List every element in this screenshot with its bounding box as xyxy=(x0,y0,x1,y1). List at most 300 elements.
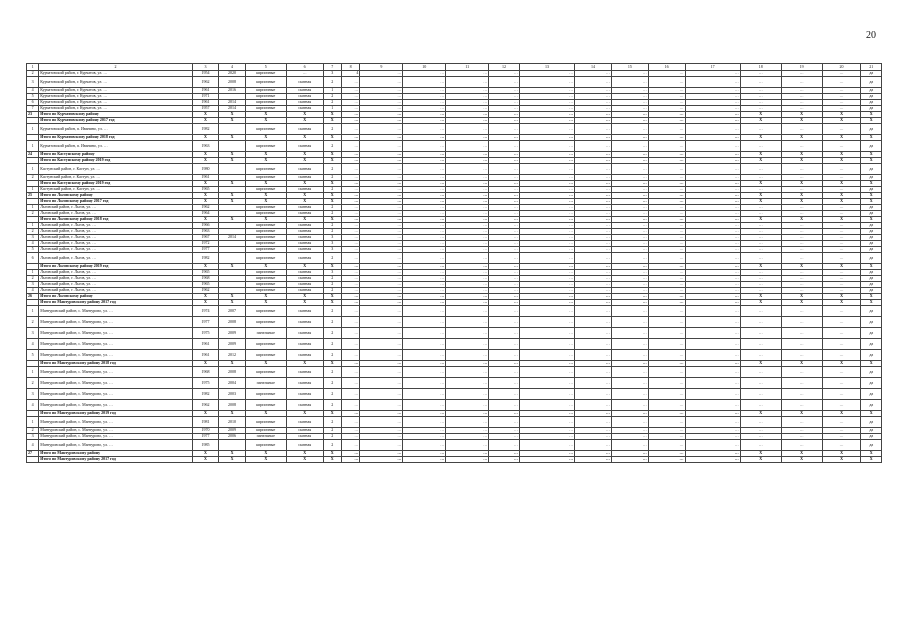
address-cell: Курчатовский район, п. Иванино, ул. … xyxy=(39,124,192,135)
table-cell: … xyxy=(575,217,612,223)
table-cell: X xyxy=(781,361,822,367)
table-cell: 1968 xyxy=(192,367,219,378)
table-cell: 23 xyxy=(27,112,39,118)
table-cell: … xyxy=(489,158,520,164)
table-cell: … xyxy=(341,211,359,217)
table-cell: X xyxy=(219,152,246,158)
table-cell: X xyxy=(740,294,781,300)
table-cell: … xyxy=(446,294,489,300)
table-cell: X xyxy=(781,451,822,457)
table-cell: … xyxy=(648,428,685,434)
table-cell: X xyxy=(323,181,341,187)
table-cell: … xyxy=(740,276,781,282)
table-cell: … xyxy=(611,451,648,457)
table-cell: … xyxy=(648,71,685,77)
table-cell: X xyxy=(286,135,323,141)
table-cell: … xyxy=(341,247,359,253)
table-cell: … xyxy=(360,100,403,106)
table-cell: … xyxy=(341,199,359,205)
table-cell: кирпичные xyxy=(245,211,286,217)
table-cell: X xyxy=(861,457,882,463)
table-cell: X xyxy=(781,411,822,417)
table-cell: … xyxy=(648,457,685,463)
table-cell: … xyxy=(685,288,740,294)
table-cell: … xyxy=(446,152,489,158)
table-cell: X xyxy=(740,264,781,270)
table-cell: … xyxy=(446,241,489,247)
table-cell: … xyxy=(575,106,612,112)
table-cell: … xyxy=(685,164,740,175)
table-cell: … xyxy=(489,282,520,288)
table-cell: … xyxy=(341,158,359,164)
table-cell: 1 xyxy=(323,88,341,94)
table-cell: … xyxy=(648,135,685,141)
column-number-cell: 21 xyxy=(861,64,882,71)
table-cell: X xyxy=(323,193,341,199)
table-cell: … xyxy=(648,276,685,282)
table-cell: X xyxy=(822,294,861,300)
table-cell: X xyxy=(740,118,781,124)
table-cell: … xyxy=(611,270,648,276)
table-cell: … xyxy=(489,306,520,317)
table-cell: … xyxy=(575,457,612,463)
table-cell: … xyxy=(740,141,781,152)
table-cell: 1957 xyxy=(192,106,219,112)
table-cell: … xyxy=(781,106,822,112)
table-cell: … xyxy=(489,152,520,158)
table-cell: … xyxy=(446,175,489,181)
table-cell: … xyxy=(740,306,781,317)
table-cell: скатная xyxy=(286,367,323,378)
table-cell: … xyxy=(611,205,648,211)
table-cell: … xyxy=(611,94,648,100)
table-row xyxy=(27,164,882,175)
table-cell: кирпичные xyxy=(245,417,286,428)
table-cell: … xyxy=(489,211,520,217)
table-cell: да xyxy=(861,211,882,217)
table-cell: … xyxy=(781,187,822,193)
table-cell: … xyxy=(575,135,612,141)
table-cell: … xyxy=(611,187,648,193)
table-cell: … xyxy=(403,181,446,187)
table-cell: X xyxy=(323,294,341,300)
column-number-cell: 8 xyxy=(341,64,359,71)
table-cell: … xyxy=(611,152,648,158)
table-cell: … xyxy=(403,400,446,411)
table-cell: … xyxy=(403,235,446,241)
table-cell: X xyxy=(822,135,861,141)
table-cell: … xyxy=(360,457,403,463)
table-cell: … xyxy=(360,270,403,276)
table-cell: … xyxy=(781,276,822,282)
address-cell: Мантуровский район, с. Мантурово, ул. … xyxy=(39,434,192,440)
address-cell: Курчатовский район, г. Курчатов, ул. … xyxy=(39,106,192,112)
table-cell: кирпичные xyxy=(245,367,286,378)
table-cell: X xyxy=(286,411,323,417)
table-cell: … xyxy=(575,152,612,158)
table-cell: … xyxy=(519,158,574,164)
table-cell: 1966 xyxy=(192,223,219,229)
table-cell: … xyxy=(403,193,446,199)
address-cell: Мантуровский район, с. Мантурово, ул. … xyxy=(39,417,192,428)
table-cell: … xyxy=(648,106,685,112)
table-cell: … xyxy=(822,88,861,94)
table-cell: … xyxy=(360,317,403,328)
table-cell: … xyxy=(519,317,574,328)
table-cell: … xyxy=(403,288,446,294)
table-cell: X xyxy=(861,158,882,164)
table-cell: … xyxy=(446,282,489,288)
table-cell: … xyxy=(341,417,359,428)
table-cell: … xyxy=(685,235,740,241)
table-cell: 2 xyxy=(323,253,341,264)
table-cell: … xyxy=(519,112,574,118)
table-cell: … xyxy=(781,164,822,175)
address-cell: Итого по Курчатовскому району xyxy=(39,112,192,118)
table-cell: X xyxy=(219,112,246,118)
table-cell: … xyxy=(489,112,520,118)
table-cell: … xyxy=(360,235,403,241)
table-cell: 1963 xyxy=(192,141,219,152)
table-cell: X xyxy=(219,264,246,270)
table-cell: 26 xyxy=(27,294,39,300)
table-cell: … xyxy=(575,229,612,235)
table-cell: … xyxy=(648,389,685,400)
table-cell: … xyxy=(519,288,574,294)
table-cell: … xyxy=(489,451,520,457)
table-cell: X xyxy=(192,193,219,199)
table-cell: 1963 xyxy=(192,229,219,235)
column-number-cell: 12 xyxy=(489,64,520,71)
table-cell: … xyxy=(740,88,781,94)
table-cell: … xyxy=(740,223,781,229)
table-cell: кирпичные xyxy=(245,223,286,229)
table-cell: кирпичные xyxy=(245,400,286,411)
table-cell: … xyxy=(575,235,612,241)
table-cell: … xyxy=(403,223,446,229)
table-cell: … xyxy=(446,88,489,94)
table-cell: … xyxy=(648,211,685,217)
table-cell: … xyxy=(740,270,781,276)
table-cell: … xyxy=(611,77,648,88)
table-cell: скатная xyxy=(286,164,323,175)
table-cell: … xyxy=(575,94,612,100)
table-cell: да xyxy=(861,339,882,350)
table-cell: 2 xyxy=(323,367,341,378)
table-cell: … xyxy=(403,241,446,247)
table-cell: 1 xyxy=(27,417,39,428)
table-cell: кирпичные xyxy=(245,253,286,264)
table-cell: 2 xyxy=(323,94,341,100)
table-cell: … xyxy=(781,141,822,152)
table-cell: 2 xyxy=(323,428,341,434)
table-cell: … xyxy=(822,247,861,253)
table-cell: 3 xyxy=(323,241,341,247)
address-cell: Курчатовский район, г. Курчатов, ул. … xyxy=(39,88,192,94)
address-cell: Кастунский район, г. Кастун, ул. … xyxy=(39,164,192,175)
table-cell: … xyxy=(611,282,648,288)
table-cell: … xyxy=(519,193,574,199)
table-cell: … xyxy=(341,317,359,328)
address-cell: Льговский район, г. Льгов, ул. … xyxy=(39,205,192,211)
table-cell: … xyxy=(781,205,822,211)
table-cell: … xyxy=(519,94,574,100)
table-cell: … xyxy=(685,428,740,434)
column-number-cell: 20 xyxy=(822,64,861,71)
table-cell: кирпичные xyxy=(245,100,286,106)
table-cell: кирпичные xyxy=(245,235,286,241)
table-cell: X xyxy=(822,457,861,463)
table-cell: … xyxy=(403,361,446,367)
table-cell: … xyxy=(648,235,685,241)
table-cell: X xyxy=(286,217,323,223)
table-cell: X xyxy=(740,158,781,164)
table-cell: … xyxy=(403,205,446,211)
table-cell: 2 xyxy=(323,282,341,288)
column-number-cell: 14 xyxy=(575,64,612,71)
table-cell: X xyxy=(861,264,882,270)
table-cell: … xyxy=(519,175,574,181)
table-cell: X xyxy=(192,451,219,457)
table-cell: … xyxy=(360,282,403,288)
table-cell: … xyxy=(648,411,685,417)
table-cell: … xyxy=(575,350,612,361)
table-cell: … xyxy=(822,417,861,428)
table-cell: … xyxy=(403,270,446,276)
table-cell: … xyxy=(489,434,520,440)
table-cell: … xyxy=(822,434,861,440)
table-cell: 2 xyxy=(323,350,341,361)
table-cell: да xyxy=(861,288,882,294)
table-cell: … xyxy=(403,389,446,400)
table-cell: … xyxy=(360,451,403,457)
table-cell: 2 xyxy=(323,211,341,217)
table-cell: … xyxy=(822,339,861,350)
table-row xyxy=(27,367,882,378)
table-cell: … xyxy=(648,112,685,118)
table-cell: … xyxy=(648,288,685,294)
table-cell: … xyxy=(360,135,403,141)
table-cell: … xyxy=(611,229,648,235)
table-cell: … xyxy=(341,457,359,463)
table-cell: скатная xyxy=(286,417,323,428)
table-cell: … xyxy=(519,77,574,88)
address-cell: Итого по Мантуровскому району 2017 год xyxy=(39,300,192,306)
address-cell: Мантуровский район, с. Мантурово, ул. … xyxy=(39,306,192,317)
table-cell: кирпичные xyxy=(245,175,286,181)
table-cell: … xyxy=(611,247,648,253)
table-cell: X xyxy=(323,199,341,205)
table-cell: X xyxy=(740,112,781,118)
table-cell: скатная xyxy=(286,106,323,112)
address-cell: Курчатовский район, п. Иванино, ул. … xyxy=(39,141,192,152)
table-cell: 2010 xyxy=(219,417,246,428)
table-cell: 2016 xyxy=(219,88,246,94)
table-cell: X xyxy=(822,118,861,124)
table-cell: … xyxy=(403,158,446,164)
table-cell: … xyxy=(489,223,520,229)
table-cell: … xyxy=(341,294,359,300)
table-cell: … xyxy=(740,428,781,434)
table-cell: … xyxy=(685,77,740,88)
table-cell: … xyxy=(341,124,359,135)
table-cell: … xyxy=(360,88,403,94)
table-cell: … xyxy=(403,71,446,77)
table-cell: … xyxy=(446,288,489,294)
table-cell: … xyxy=(446,118,489,124)
table-cell: 7 xyxy=(27,106,39,112)
table-cell: X xyxy=(245,294,286,300)
table-cell: … xyxy=(822,94,861,100)
table-cell: 1 xyxy=(27,270,39,276)
table-cell: … xyxy=(360,193,403,199)
address-cell: Мантуровский район, с. Мантурово, ул. … xyxy=(39,317,192,328)
table-cell: … xyxy=(341,411,359,417)
table-cell: 3 xyxy=(27,282,39,288)
table-cell: 1968 xyxy=(192,276,219,282)
table-cell: … xyxy=(781,223,822,229)
table-cell: X xyxy=(861,199,882,205)
address-cell: Льговский район, г. Льгов, ул. … xyxy=(39,223,192,229)
table-cell: … xyxy=(446,164,489,175)
table-cell: … xyxy=(489,400,520,411)
table-cell: … xyxy=(648,328,685,339)
table-cell: 2009 xyxy=(219,328,246,339)
table-cell: X xyxy=(781,112,822,118)
table-cell: … xyxy=(575,361,612,367)
table-cell: X xyxy=(740,361,781,367)
table-cell: X xyxy=(219,411,246,417)
table-cell: … xyxy=(575,300,612,306)
table-row xyxy=(27,77,882,88)
table-cell: … xyxy=(519,135,574,141)
table-cell: кирпичные xyxy=(245,339,286,350)
table-cell: … xyxy=(360,118,403,124)
column-number-cell: 1 xyxy=(27,64,39,71)
address-cell: Льговский район, г. Льгов, ул. … xyxy=(39,288,192,294)
table-cell: … xyxy=(822,317,861,328)
table-cell: … xyxy=(519,434,574,440)
table-cell: скатная xyxy=(286,253,323,264)
table-cell: … xyxy=(822,306,861,317)
table-cell: 2 xyxy=(323,306,341,317)
table-cell: X xyxy=(245,112,286,118)
table-cell: скатная xyxy=(286,124,323,135)
table-cell: кирпичные xyxy=(245,124,286,135)
table-cell: скатная xyxy=(286,77,323,88)
table-cell: … xyxy=(648,77,685,88)
table-cell: 2 xyxy=(323,389,341,400)
table-cell: 1977 xyxy=(192,247,219,253)
table-cell: 2006 xyxy=(219,434,246,440)
table-cell: … xyxy=(519,339,574,350)
table-cell: … xyxy=(685,282,740,288)
table-cell: … xyxy=(489,411,520,417)
table-cell: 2 xyxy=(323,417,341,428)
table-cell: 6 xyxy=(27,253,39,264)
table-cell: … xyxy=(446,193,489,199)
table-cell: X xyxy=(245,193,286,199)
table-cell: … xyxy=(685,264,740,270)
table-cell: … xyxy=(446,328,489,339)
table-cell: скатная xyxy=(286,241,323,247)
table-cell: … xyxy=(403,434,446,440)
table-cell: да xyxy=(861,94,882,100)
table-cell: да xyxy=(861,434,882,440)
table-cell: … xyxy=(685,247,740,253)
table-cell: … xyxy=(822,164,861,175)
table-cell: … xyxy=(341,175,359,181)
table-cell: … xyxy=(360,400,403,411)
column-number-cell: 18 xyxy=(740,64,781,71)
table-cell: скатная xyxy=(286,378,323,389)
table-cell: X xyxy=(323,300,341,306)
table-cell: X xyxy=(286,152,323,158)
table-cell: X xyxy=(219,158,246,164)
table-cell: … xyxy=(341,434,359,440)
address-cell: Льговский район, г. Льгов, ул. … xyxy=(39,235,192,241)
address-cell: Мантуровский район, с. Мантурово, ул. … xyxy=(39,378,192,389)
table-cell: … xyxy=(740,282,781,288)
table-cell: 4 xyxy=(341,71,359,77)
table-cell: … xyxy=(685,199,740,205)
table-cell: … xyxy=(575,417,612,428)
table-cell: да xyxy=(861,124,882,135)
table-cell: … xyxy=(648,217,685,223)
table-cell xyxy=(27,457,39,463)
table-cell: 2 xyxy=(323,164,341,175)
table-cell: … xyxy=(446,434,489,440)
table-cell: … xyxy=(685,253,740,264)
table-cell: X xyxy=(192,294,219,300)
table-cell: X xyxy=(192,300,219,306)
table-cell: … xyxy=(403,350,446,361)
table-cell: кирпичные xyxy=(245,317,286,328)
table-cell: … xyxy=(685,94,740,100)
table-cell: X xyxy=(861,411,882,417)
table-cell: 1 xyxy=(323,106,341,112)
table-cell: … xyxy=(611,361,648,367)
table-cell: … xyxy=(822,175,861,181)
table-cell: … xyxy=(489,235,520,241)
table-cell: … xyxy=(822,282,861,288)
table-cell: … xyxy=(781,288,822,294)
table-cell: … xyxy=(403,451,446,457)
table-cell: … xyxy=(611,223,648,229)
table-cell: X xyxy=(219,294,246,300)
table-cell: … xyxy=(611,288,648,294)
table-cell: … xyxy=(685,434,740,440)
table-cell: … xyxy=(575,451,612,457)
table-cell: кирпичные xyxy=(245,282,286,288)
table-cell: … xyxy=(489,361,520,367)
table-cell: 2 xyxy=(27,378,39,389)
table-cell: … xyxy=(648,264,685,270)
table-cell: … xyxy=(446,317,489,328)
table-cell: … xyxy=(740,434,781,440)
table-cell: … xyxy=(341,300,359,306)
table-cell: … xyxy=(446,94,489,100)
address-cell: Льговский район, г. Льгов, ул. … xyxy=(39,229,192,235)
table-cell: … xyxy=(648,229,685,235)
table-cell: кирпичные xyxy=(245,270,286,276)
table-cell: … xyxy=(360,306,403,317)
table-cell: … xyxy=(575,100,612,106)
address-cell: Мантуровский район, с. Мантурово, ул. … xyxy=(39,367,192,378)
table-cell: 2020 xyxy=(219,71,246,77)
address-cell: Льговский район, г. Льгов, ул. … xyxy=(39,253,192,264)
table-cell: X xyxy=(781,118,822,124)
